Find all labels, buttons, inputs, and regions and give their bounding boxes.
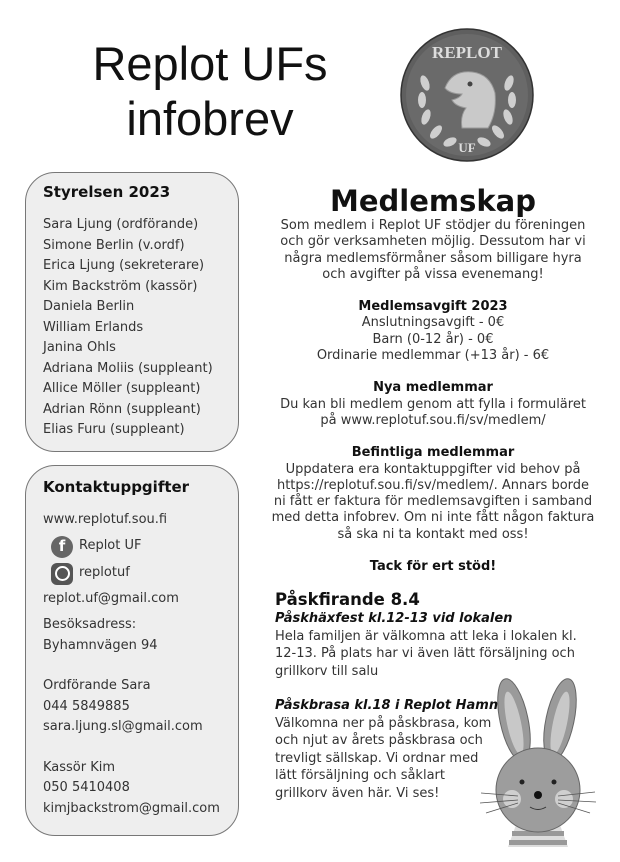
text-line: med detta infobrev. Om ni inte fått någon faktura <box>271 510 595 526</box>
svg-text:UF: UF <box>458 140 476 155</box>
text-line: Du kan bli medlem genom att fylla i formuläret <box>280 396 586 412</box>
instagram-label: replotuf <box>79 565 130 581</box>
board-member: Adriana Moliis (suppleant) <box>43 360 213 376</box>
facebook-link[interactable] <box>51 536 238 558</box>
title-line-1: Replot UFs <box>92 37 328 90</box>
text-line: Som medlem i Replot UF stödjer du föreningen <box>280 218 586 233</box>
contact-heading: Kontaktuppgifter <box>43 478 190 496</box>
text-line: lätt försäljning och såklart <box>275 768 445 783</box>
board-box <box>25 172 239 452</box>
bunny-illustration <box>478 675 598 850</box>
easter-heading: Påskfirande 8.4 <box>275 590 420 609</box>
chair-label: Ordförande Sara <box>43 678 151 693</box>
board-member: Daniela Berlin <box>43 299 135 314</box>
treasurer-phone: 050 5410408 <box>43 780 130 795</box>
new-members-heading: Nya medlemmar <box>373 380 493 396</box>
replot-uf-logo <box>400 28 534 162</box>
membership-heading: Medlemskap <box>330 184 536 218</box>
board-member: William Erlands <box>43 319 144 335</box>
chair-phone: 044 5849885 <box>43 698 130 714</box>
facebook-icon: f <box>51 536 73 558</box>
chair-email[interactable]: sara.ljung.sl@gmail.com <box>43 719 203 734</box>
text-line: och gör verksamheten möjlig. Dessutom har vi <box>280 234 586 250</box>
board-heading: Styrelsen 2023 <box>43 183 171 201</box>
board-member: Sara Ljung (ordförande) <box>43 217 199 232</box>
website-link[interactable]: www.replotuf.sou.fi <box>43 512 168 527</box>
contact-box <box>25 465 239 836</box>
instagram-icon <box>51 563 73 585</box>
event2-title: Påskbrasa kl.18 i Replot Hamn <box>275 698 499 713</box>
board-member: Janina Ohls <box>43 340 116 355</box>
fee-line: Barn (0-12 år) - 0€ <box>372 331 494 347</box>
fee-line: Ordinarie medlemmar (+13 år) - 6€ <box>316 348 550 364</box>
existing-members-heading: Befintliga medlemmar <box>351 445 515 461</box>
instagram-link[interactable] <box>51 563 238 585</box>
event1-title: Påskhäxfest kl.12-13 vid lokalen <box>275 611 513 626</box>
text-line: grillkorv till salu <box>275 663 379 679</box>
text-line: på www.replotuf.sou.fi/sv/medlem/ <box>320 412 546 428</box>
facebook-label: Replot UF <box>79 538 142 554</box>
thanks-text: Tack för ert stöd! <box>369 559 497 575</box>
board-member: Erica Ljung (sekreterare) <box>43 258 205 273</box>
treasurer-email[interactable]: kimjbackstrom@gmail.com <box>43 800 220 816</box>
text-line: Hela familjen är välkomna att leka i lokalen kl. <box>275 628 577 644</box>
text-line: grillkorv även här. Vi ses! <box>275 785 440 801</box>
text-line: trevligt sällskap. Vi ordnar med <box>275 750 479 766</box>
address-label: Besöksadress: <box>43 617 137 632</box>
text-line: 12-13. På plats har vi även lätt försäljning och <box>275 646 575 661</box>
text-line: Välkomna ner på påskbrasa, kom <box>275 715 492 731</box>
board-member-list <box>43 215 238 441</box>
text-line: https://replotuf.sou.fi/sv/medlem/. Annars borde <box>276 477 590 493</box>
membership-intro <box>262 218 604 283</box>
board-member: Adrian Rönn (suppleant) <box>43 401 201 417</box>
text-line: Uppdatera era kontaktuppgifter vid behov på <box>285 461 581 477</box>
fee-heading: Medlemsavgift 2023 <box>358 299 508 315</box>
text-line: några medlemsförmåner såsom billigare hyra <box>284 250 582 266</box>
text-line: och njut av årets påskbrasa och <box>275 733 483 748</box>
text-line: så ska ni ta kontakt med oss! <box>337 526 529 542</box>
board-member: Kim Backström (kassör) <box>43 278 198 294</box>
page-title <box>60 36 360 146</box>
board-member: Allice Möller (suppleant) <box>43 381 201 396</box>
treasurer-label: Kassör Kim <box>43 759 116 775</box>
membership-section <box>262 184 604 575</box>
text-line: och avgifter på vissa evenemang! <box>322 266 544 282</box>
address: Byhamnvägen 94 <box>43 637 158 653</box>
board-member: Elias Furu (suppleant) <box>43 422 185 437</box>
email-link[interactable]: replot.uf@gmail.com <box>43 590 179 606</box>
title-line-2: infobrev <box>126 92 294 145</box>
text-line: ni fått er faktura för medlemsavgiften i samband <box>273 494 593 510</box>
fee-line: Anslutningsavgift - 0€ <box>361 315 505 331</box>
board-member: Simone Berlin (v.ordf) <box>43 237 185 253</box>
svg-text:REPLOT: REPLOT <box>432 43 502 62</box>
